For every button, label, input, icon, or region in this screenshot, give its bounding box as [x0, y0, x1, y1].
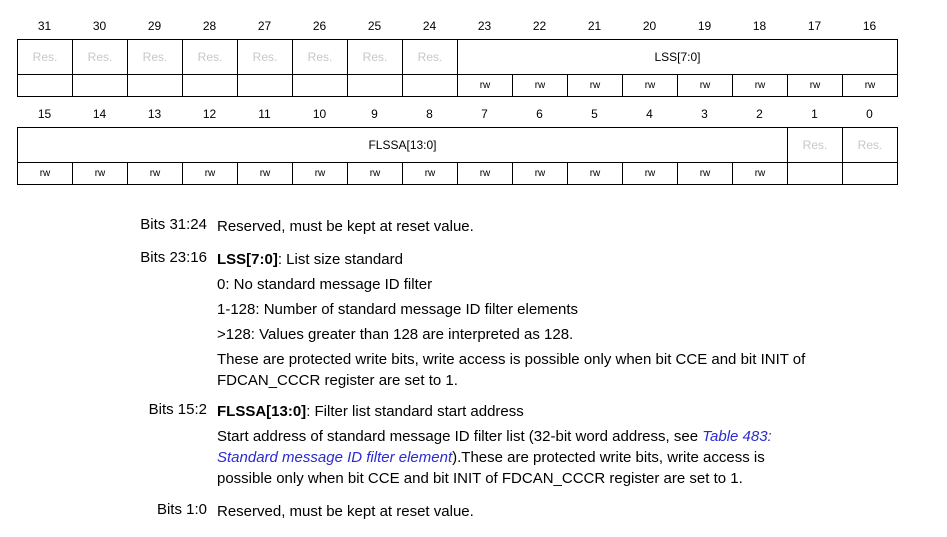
bit-number: 26: [312, 19, 327, 33]
table-483-link-cont[interactable]: Standard message ID filter element: [217, 449, 453, 466]
desc-title: [217, 249, 907, 270]
reserved-cell: Res.: [348, 40, 403, 75]
reserved-cell: Res.: [403, 40, 458, 75]
bit-number: 8: [426, 107, 433, 121]
reserved-cell: Res.: [18, 40, 73, 75]
desc-body: [217, 401, 907, 489]
bit-number: 16: [862, 19, 877, 33]
desc-text: Reserved, must be kept at reset value.: [217, 218, 474, 235]
bit-number: 15: [37, 107, 52, 121]
access-cell: rw: [678, 163, 733, 185]
bit-number: 30: [92, 19, 107, 33]
bits-range: Bits 15:2: [148, 401, 207, 418]
access-cell: rw: [623, 163, 678, 185]
access-cell-empty: [293, 75, 348, 97]
access-cell-empty: [18, 75, 73, 97]
desc-line: [217, 447, 907, 468]
access-cell-empty: [843, 163, 898, 185]
bit-number: 10: [312, 107, 327, 121]
access-cell: rw: [183, 163, 238, 185]
access-cell: rw: [348, 163, 403, 185]
upper-register-table: [17, 39, 898, 97]
access-cell: rw: [568, 163, 623, 185]
access-cell: rw: [293, 163, 348, 185]
bit-number: 2: [756, 107, 763, 121]
reserved-cell: Res.: [788, 128, 843, 163]
access-cell: rw: [73, 163, 128, 185]
access-cell: rw: [843, 75, 898, 97]
reserved-cell: Res.: [183, 40, 238, 75]
access-cell: rw: [128, 163, 183, 185]
bit-number: 11: [258, 107, 271, 121]
bit-number: 1: [811, 107, 818, 121]
reserved-cell: Res.: [238, 40, 293, 75]
desc-note: FDCAN_CCCR register are set to 1.: [217, 372, 458, 389]
bit-number: 31: [37, 19, 52, 33]
bit-number: 14: [92, 107, 107, 121]
access-cell: rw: [238, 163, 293, 185]
bit-number: 21: [587, 19, 602, 33]
bit-number: 9: [371, 107, 378, 121]
bit-number: 22: [532, 19, 547, 33]
access-cell-empty: [403, 75, 458, 97]
reserved-cell: Res.: [128, 40, 183, 75]
desc-title: [217, 401, 907, 422]
bit-number: 3: [701, 107, 708, 121]
desc-line: >128: Values greater than 128 are interpreted as 128.: [217, 326, 574, 343]
field-lss: LSS[7:0]: [458, 40, 898, 75]
field-name: FLSSA[13:0]: [217, 403, 307, 420]
reserved-cell: Res.: [73, 40, 128, 75]
bits-range: Bits 23:16: [140, 249, 207, 266]
desc-text: Reserved, must be kept at reset value.: [217, 503, 474, 520]
field-flssa: FLSSA[13:0]: [18, 128, 788, 163]
access-cell: rw: [733, 163, 788, 185]
desc-line: 0: No standard message ID filter: [217, 276, 433, 293]
access-cell-empty: [348, 75, 403, 97]
field-title: : Filter list standard start address: [306, 403, 524, 420]
bit-number: 29: [147, 19, 162, 33]
desc-body: [217, 216, 907, 237]
access-cell: rw: [678, 75, 733, 97]
bit-number: 6: [536, 107, 543, 121]
bit-number: 20: [642, 19, 657, 33]
desc-text: ).These are protected write bits, write access is: [452, 449, 765, 466]
desc-note: These are protected write bits, write access is possible only when bit CCE and bit INIT of: [217, 351, 806, 368]
bit-number: 23: [477, 19, 492, 33]
access-cell: rw: [403, 163, 458, 185]
field-name: LSS[7:0]: [217, 251, 278, 268]
desc-line: possible only when bit CCE and bit INIT of FDCAN_CCCR register are set to 1.: [217, 470, 743, 487]
access-cell: rw: [623, 75, 678, 97]
field-title: : List size standard: [277, 251, 403, 268]
access-cell: rw: [18, 163, 73, 185]
bit-number: 24: [422, 19, 437, 33]
access-cell: rw: [788, 75, 843, 97]
access-cell: rw: [458, 163, 513, 185]
desc-line: 1-128: Number of standard message ID filter elements: [217, 301, 579, 318]
bit-number: 27: [257, 19, 272, 33]
desc-body: [217, 501, 907, 522]
bit-number: 5: [591, 107, 598, 121]
access-cell: rw: [513, 163, 568, 185]
bits-range: Bits 1:0: [156, 501, 207, 518]
desc-line: [217, 426, 907, 447]
bits-range: Bits 31:24: [140, 216, 207, 233]
bit-number: 12: [202, 107, 217, 121]
lower-bit-numbers: [17, 107, 897, 121]
bit-number: 28: [202, 19, 217, 33]
desc-body: [217, 249, 907, 391]
upper-bit-numbers: [17, 19, 897, 33]
lower-register-table: [17, 127, 898, 185]
access-cell: rw: [568, 75, 623, 97]
access-cell-empty: [73, 75, 128, 97]
bit-number: 13: [147, 107, 162, 121]
table-483-link[interactable]: Table 483:: [702, 428, 772, 445]
bit-number: 4: [646, 107, 653, 121]
bit-number: 18: [752, 19, 767, 33]
access-cell-empty: [238, 75, 293, 97]
bit-number: 25: [367, 19, 382, 33]
access-cell-empty: [183, 75, 238, 97]
bit-number: 19: [697, 19, 712, 33]
bit-number: 7: [481, 107, 488, 121]
bit-number: 17: [807, 19, 822, 33]
reserved-cell: Res.: [293, 40, 348, 75]
reserved-cell: Res.: [843, 128, 898, 163]
desc-text: Start address of standard message ID filter list (32-bit word address, see: [217, 428, 703, 445]
access-cell-empty: [788, 163, 843, 185]
access-cell: rw: [733, 75, 788, 97]
access-cell-empty: [128, 75, 183, 97]
access-cell: rw: [513, 75, 568, 97]
bit-number: 0: [866, 107, 873, 121]
access-cell: rw: [458, 75, 513, 97]
